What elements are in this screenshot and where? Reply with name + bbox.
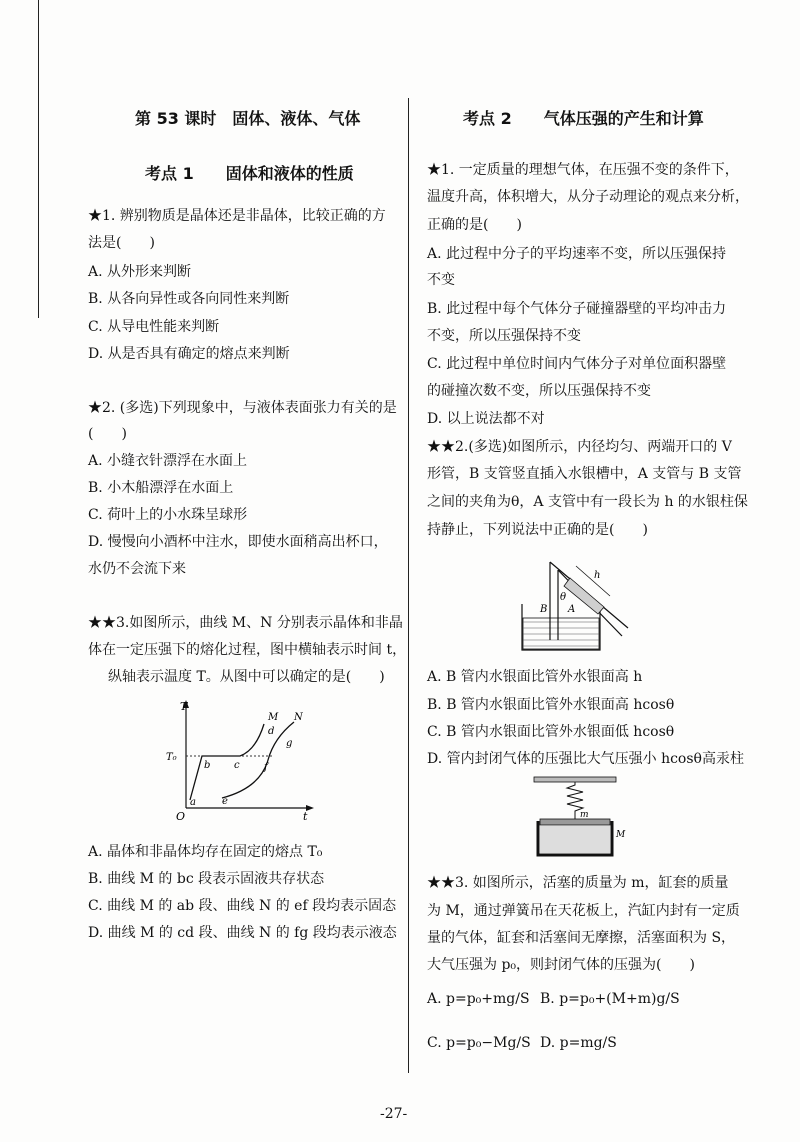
r-q2-stem-1: ★★2.(多选)如图所示，内径均匀、两端开口的 V [427,439,732,455]
r-q1-stem-2: 温度升高，体积增大，从分子动理论的观点来分析， [427,189,749,205]
label-h: h [594,570,601,581]
point-e-label: e [222,796,228,807]
r-q3-stem-3: 量的气体，缸套和活塞间无摩擦，活塞面积为 S， [427,930,736,946]
r-q3-option-a: A. p=p₀+mg/S [427,991,530,1007]
label-big-m: M [616,830,626,840]
q3-option-d: D. 曲线 M 的 cd 段、曲线 N 的 fg 段均表示液态 [88,925,397,941]
r-q1-option-d: D. 以上说法都不对 [427,411,545,427]
point-f-label: f [264,762,268,773]
r-q1-stem-1: ★1. 一定质量的理想气体，在压强不变的条件下， [427,162,739,178]
lesson-title: 第 53 课时 固体、液体、气体 [135,109,361,128]
y-axis-label: T [180,700,188,713]
q2-stem-2: ( ) [88,426,127,442]
q1-stem-1: ★1. 辨别物质是晶体还是非晶体，比较正确的方 [88,208,386,224]
q3-option-c: C. 曲线 M 的 ab 段、曲线 N 的 ef 段均表示固态 [88,898,397,914]
origin-label: O [176,810,186,823]
q3-option-a: A. 晶体和非晶体均存在固定的熔点 T₀ [88,844,323,860]
label-theta: θ [560,592,567,603]
melting-curve-figure [160,698,325,823]
curve-n-label: N [294,712,303,723]
margin-rule [38,0,39,318]
r-q1-option-c-1: C. 此过程中单位时间内气体分子对单位面积器壁 [427,356,727,372]
ceiling [534,777,616,782]
piston [540,819,610,825]
r-q2-option-d: D. 管内封闭气体的压强比大气压强小 hcosθ高汞柱 [427,751,744,767]
r-q2-stem-3: 之间的夹角为θ，A 支管中有一段长为 h 的水银柱保 [427,494,748,510]
q2-stem-1: ★2. (多选)下列现象中，与液体表面张力有关的是 [88,400,397,416]
r-q1-option-a-2: 不变 [427,272,455,288]
v-tube-figure [518,552,643,657]
enclosed-gas [540,826,610,853]
point-a-label: a [190,797,196,808]
q1-option-a: A. 从外形来判断 [88,264,192,280]
q1-option-d: D. 从是否具有确定的熔点来判断 [88,346,290,362]
r-q3-stem-4: 大气压强为 p₀，则封闭气体的压强为( ) [427,957,695,973]
q1-option-c: C. 从导电性能来判断 [88,319,220,335]
r-q3-option-c: C. p=p₀−Mg/S [427,1035,531,1051]
q2-option-b: B. 小木船漂浮在水面上 [88,480,234,496]
cylinder-figure [530,775,630,860]
point-c-label: c [234,760,240,771]
label-m: m [580,810,589,820]
mercury-trough [522,604,600,650]
r-q3-stem-2: 为 M，通过弹簧吊在天花板上，汽缸内封有一定质 [427,903,740,919]
r-q2-option-b: B. B 管内水银面比管外水银面高 hcosθ [427,697,675,713]
q3-stem-3: 纵轴表示温度 T。从图中可以确定的是( ) [108,669,385,685]
label-a: A [568,604,576,615]
column-divider [408,98,409,1073]
section-title-1: 考点 1 固体和液体的性质 [145,164,354,183]
q2-option-d-1: D. 慢慢向小酒杯中注水，即使水面稍高出杯口， [88,534,388,550]
q2-option-d-2: 水仍不会流下来 [88,561,186,577]
r-q1-stem-3: 正确的是( ) [427,217,522,233]
r-q1-option-b-1: B. 此过程中每个气体分子碰撞器壁的平均冲击力 [427,301,727,317]
r-q2-option-a: A. B 管内水银面比管外水银面高 h [427,669,643,685]
r-q3-option-d: D. p=mg/S [540,1035,617,1051]
q1-option-b: B. 从各向异性或各向同性来判断 [88,291,290,307]
r-q1-option-c-2: 的碰撞次数不变，所以压强保持不变 [427,383,651,399]
r-q3-option-b: B. p=p₀+(M+m)g/S [540,991,680,1007]
r-q1-option-a-1: A. 此过程中分子的平均速率不变，所以压强保持 [427,246,727,262]
t0-label: T₀ [166,752,177,763]
point-d-label: d [268,726,275,737]
curve-m-label: M [268,712,279,723]
x-axis-label: t [303,810,308,823]
page-number: -27- [380,1106,408,1122]
r-q1-option-b-2: 不变，所以压强保持不变 [427,328,581,344]
r-q2-option-c: C. B 管内水银面比管外水银面低 hcosθ [427,724,675,740]
q3-stem-1: ★★3.如图所示，曲线 M、N 分别表示晶体和非晶 [88,615,403,631]
label-b: B [540,604,548,615]
q2-option-c: C. 荷叶上的小水珠呈球形 [88,507,248,523]
q3-stem-2: 体在一定压强下的熔化过程，图中横轴表示时间 t， [88,642,407,658]
q1-stem-2: 法是( ) [88,235,155,251]
q3-option-b: B. 曲线 M 的 bc 段表示固液共存状态 [88,871,325,887]
point-b-label: b [204,760,211,771]
r-q2-stem-4: 持静止，下列说法中正确的是( ) [427,522,648,538]
point-g-label: g [286,738,293,749]
curve-n [222,722,294,798]
section-title-2: 考点 2 气体压强的产生和计算 [463,109,704,128]
curve-m [190,724,264,800]
mercury-in-trough [523,618,599,649]
r-q3-stem-1: ★★3. 如图所示，活塞的质量为 m，缸套的质量 [427,875,729,891]
r-q2-stem-2: 形管，B 支管竖直插入水银槽中，A 支管与 B 支管 [427,466,742,482]
q2-option-a: A. 小缝衣针漂浮在水面上 [88,453,248,469]
